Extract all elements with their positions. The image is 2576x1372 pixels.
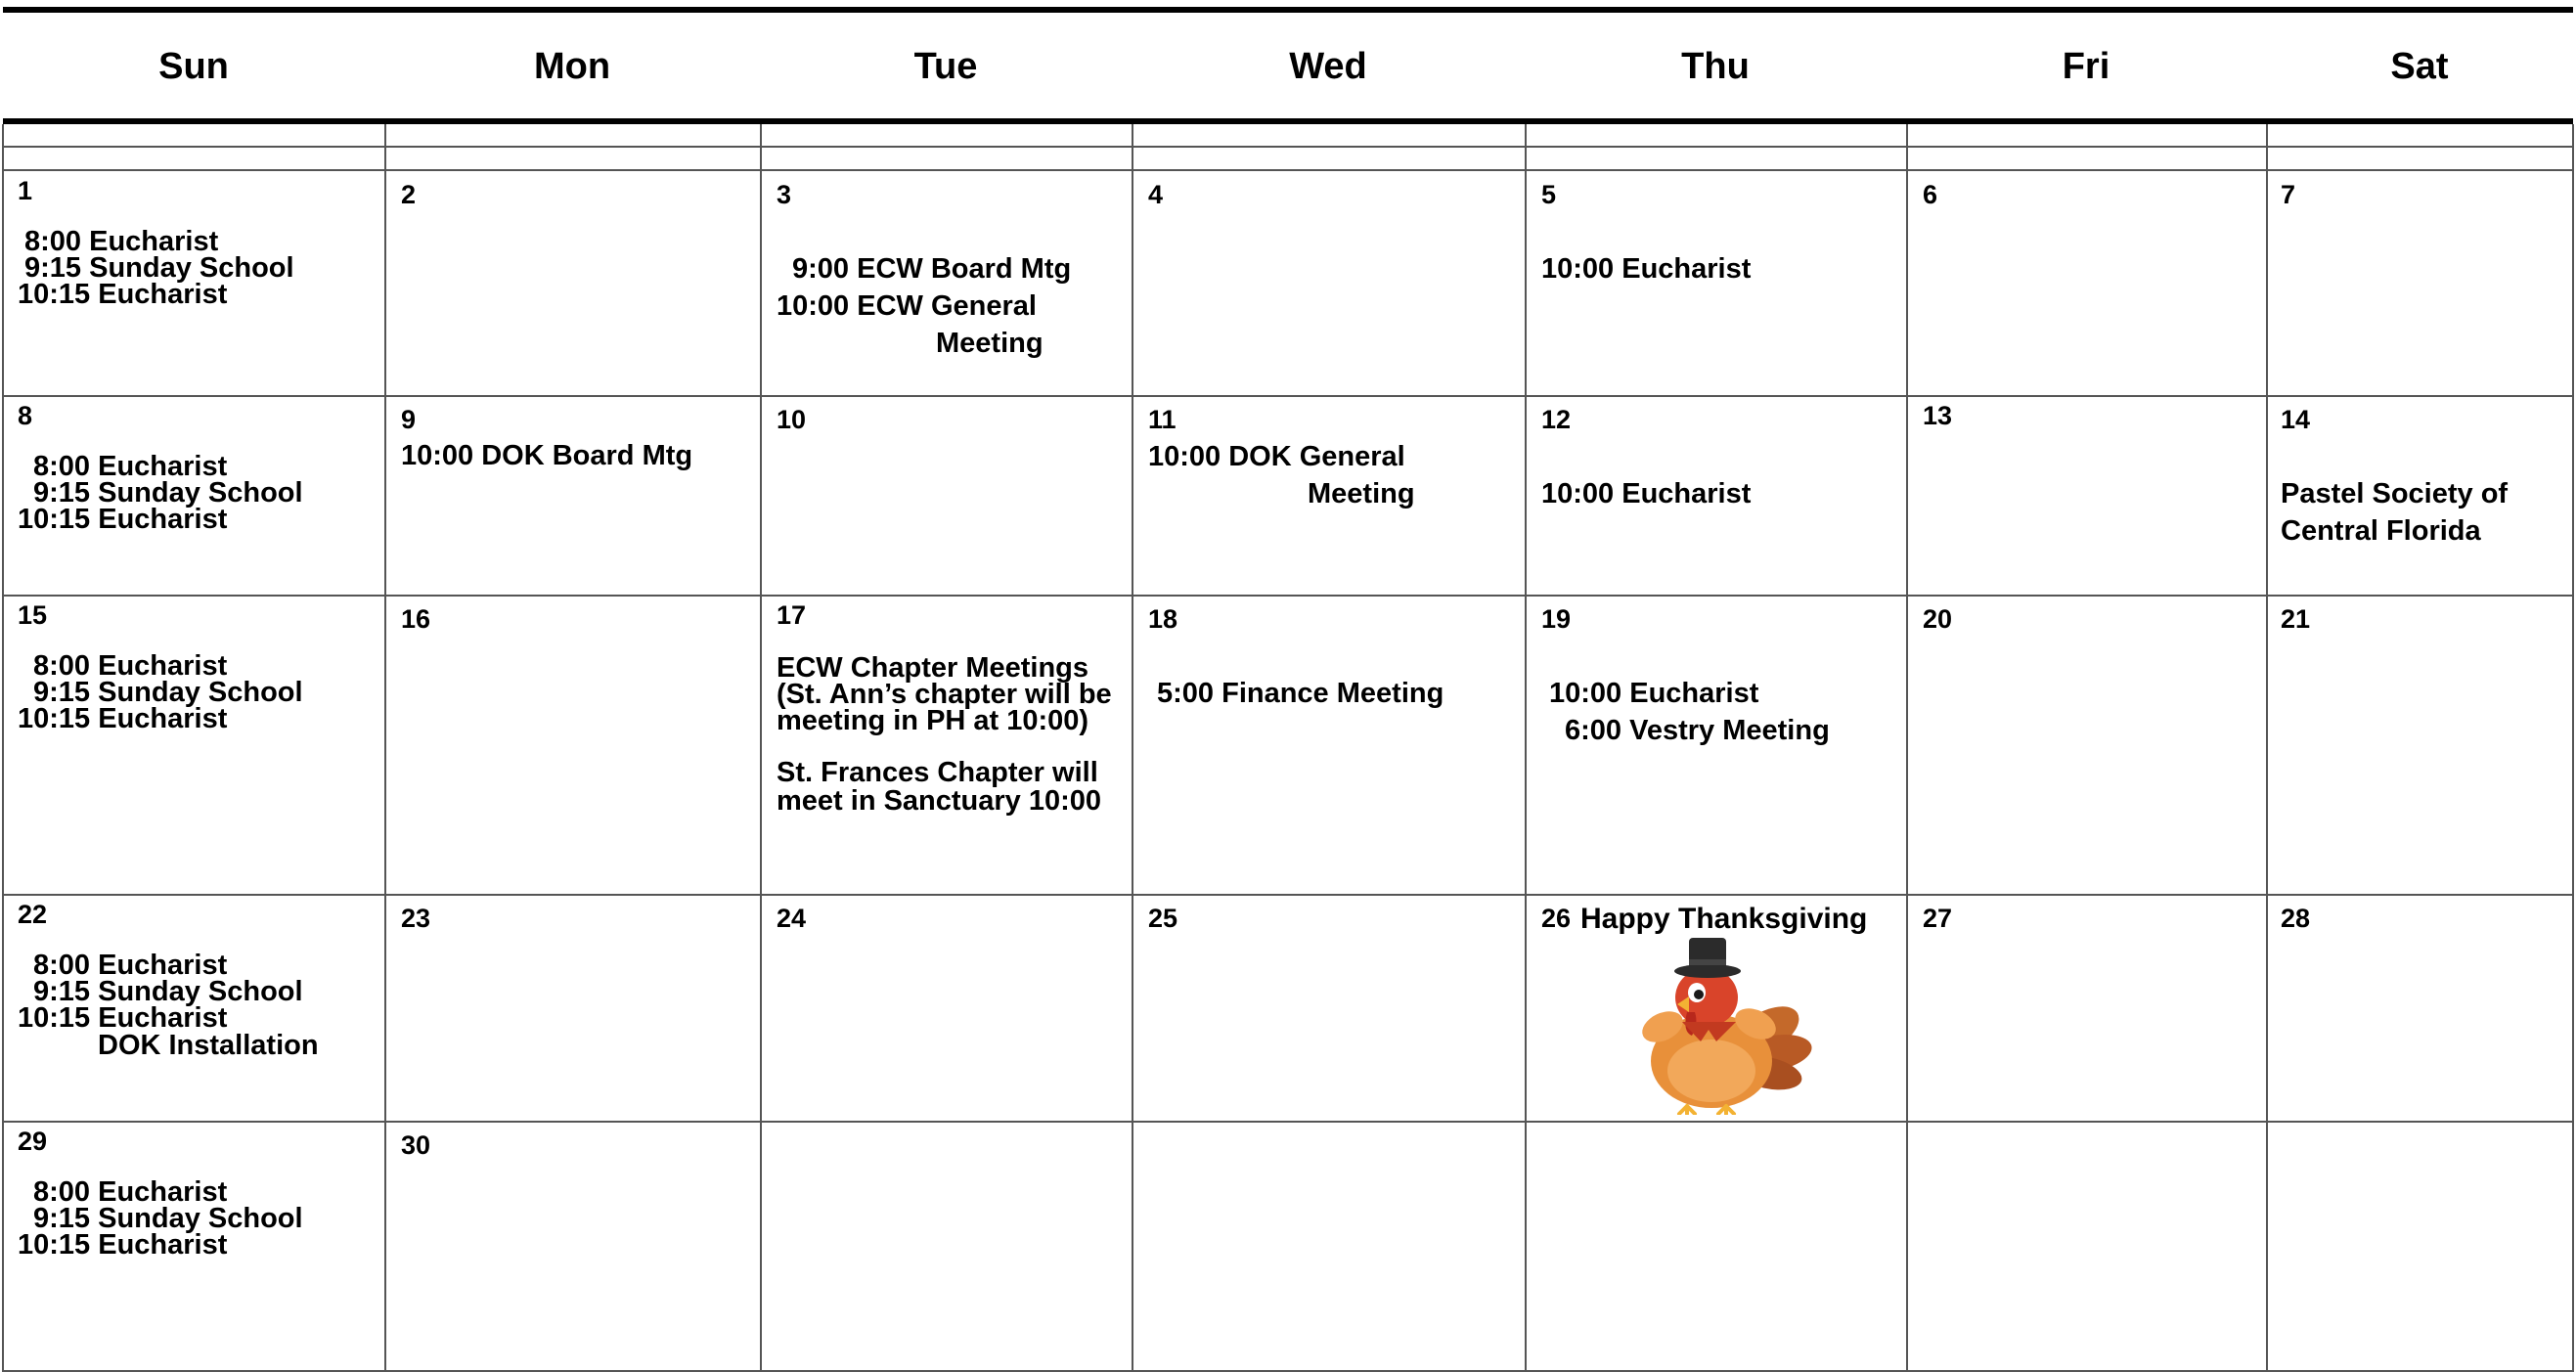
event-item: 9:15 Sunday School	[33, 976, 303, 1007]
grid-line	[384, 124, 386, 1372]
grid-line	[2266, 124, 2268, 1372]
date-number: 27	[1923, 904, 1953, 933]
grid-line	[1132, 124, 1133, 1372]
weekday-thu: Thu	[1681, 46, 1750, 87]
event-item: 9:00 ECW Board Mtg	[792, 253, 1072, 285]
event-item: 10:00 DOK Board Mtg	[401, 440, 693, 471]
date-number: 30	[401, 1130, 431, 1160]
date-number: 20	[1923, 604, 1953, 634]
date-number: 15	[18, 600, 48, 630]
grid-line	[3, 169, 2573, 171]
grid-line	[3, 894, 2573, 896]
date-number: 23	[401, 904, 431, 933]
event-item: 10:15 Eucharist	[18, 1229, 228, 1261]
date-number: 4	[1148, 180, 1164, 209]
grid-line	[760, 124, 762, 1372]
event-item: (St. Ann’s chapter will be	[777, 679, 1112, 710]
event-item: 9:15 Sunday School	[33, 677, 303, 708]
event-item: ECW Chapter Meetings	[777, 652, 1089, 684]
event-item: 10:15 Eucharist	[18, 504, 228, 535]
top-border	[3, 7, 2573, 13]
date-number: 26	[1541, 904, 1572, 933]
grid-line	[3, 595, 2573, 597]
event-item: 10:00 Eucharist	[1541, 478, 1752, 509]
event-item: 8:00 Eucharist	[33, 650, 228, 682]
event-item: 10:00 Eucharist	[1549, 678, 1759, 709]
event-item: DOK Installation	[98, 1030, 319, 1061]
date-number: 25	[1148, 904, 1178, 933]
date-number: 13	[1923, 401, 1953, 430]
event-item: 10:15 Eucharist	[18, 1002, 228, 1034]
date-number: 1	[18, 176, 33, 205]
date-number: 9	[401, 405, 417, 434]
grid-line	[2572, 124, 2574, 1372]
event-item: 10:15 Eucharist	[18, 279, 228, 310]
event-item: 8:00 Eucharist	[24, 226, 219, 257]
date-number: 16	[401, 604, 431, 634]
event-item: 9:15 Sunday School	[24, 252, 294, 284]
grid-line	[2, 124, 4, 1372]
weekday-sun: Sun	[158, 46, 229, 87]
grid-line	[3, 1121, 2573, 1123]
date-number: 24	[777, 904, 807, 933]
date-number: 10	[777, 405, 807, 434]
event-item: Meeting	[936, 328, 1044, 359]
date-number: 29	[18, 1127, 48, 1156]
event-item: 10:00 Eucharist	[1541, 253, 1752, 285]
event-item: 8:00 Eucharist	[33, 950, 228, 981]
date-number: 3	[777, 180, 792, 209]
event-item: 9:15 Sunday School	[33, 477, 303, 509]
date-number: 22	[18, 900, 48, 929]
date-number: 2	[401, 180, 417, 209]
event-item: Meeting	[1308, 478, 1415, 509]
date-number: 8	[18, 401, 33, 430]
date-number: 18	[1148, 604, 1178, 634]
event-item: meeting in PH at 10:00)	[777, 705, 1089, 736]
event-item: 8:00 Eucharist	[33, 451, 228, 482]
event-item: 6:00 Vestry Meeting	[1565, 715, 1830, 746]
header-border	[3, 118, 2573, 124]
date-number: 28	[2281, 904, 2311, 933]
weekday-mon: Mon	[533, 46, 611, 87]
event-item: 8:00 Eucharist	[33, 1176, 228, 1208]
grid-line	[1906, 124, 1908, 1372]
date-number: 7	[2281, 180, 2296, 209]
weekday-sat: Sat	[2390, 46, 2449, 87]
grid-line	[3, 395, 2573, 397]
date-number: 14	[2281, 405, 2311, 434]
event-item: Pastel Society of	[2281, 478, 2509, 509]
grid-line	[1525, 124, 1527, 1372]
event-item: 9:15 Sunday School	[33, 1203, 303, 1234]
date-number: 12	[1541, 405, 1572, 434]
date-number: 19	[1541, 604, 1572, 634]
event-item: St. Frances Chapter will	[777, 757, 1098, 788]
turkey-icon	[1619, 934, 1814, 1115]
event-item: 10:00 DOK General	[1148, 441, 1405, 472]
event-item: Central Florida	[2281, 515, 2481, 547]
weekday-tue: Tue	[913, 46, 978, 87]
event-item: 10:00 ECW General	[777, 290, 1037, 322]
event-item: Happy Thanksgiving	[1580, 903, 1868, 935]
date-number: 11	[1148, 405, 1177, 434]
event-item: 10:15 Eucharist	[18, 703, 228, 734]
date-number: 21	[2281, 604, 2311, 634]
grid-line	[3, 146, 2573, 148]
date-number: 5	[1541, 180, 1557, 209]
weekday-wed: Wed	[1289, 46, 1367, 87]
event-item: 5:00 Finance Meeting	[1157, 678, 1444, 709]
date-number: 17	[777, 600, 807, 630]
event-item: meet in Sanctuary 10:00	[777, 785, 1102, 817]
weekday-fri: Fri	[2062, 46, 2110, 87]
date-number: 6	[1923, 180, 1938, 209]
